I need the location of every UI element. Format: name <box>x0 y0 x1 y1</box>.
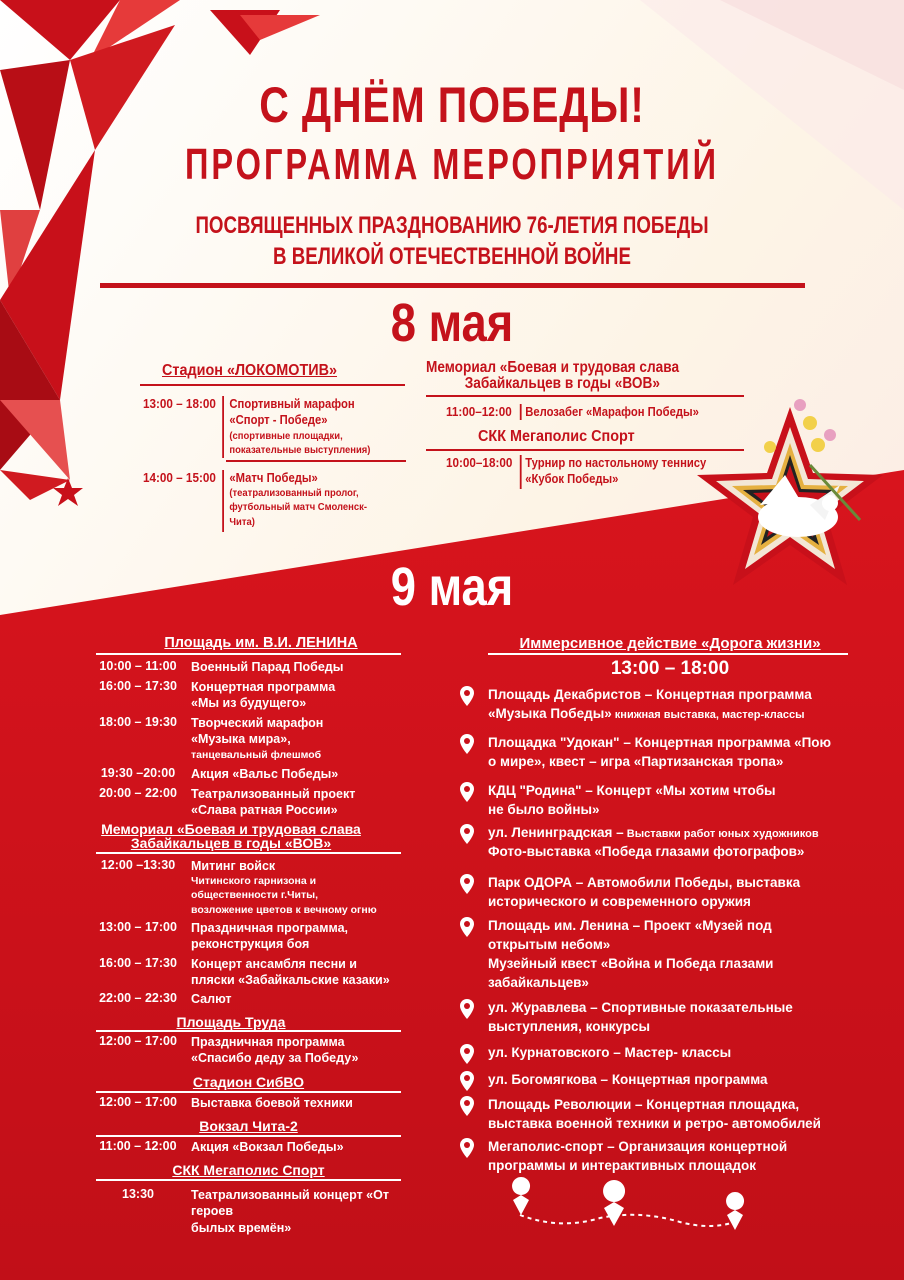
date-may-8: 8 мая <box>390 293 514 353</box>
map-pin-icon <box>460 999 474 1019</box>
event-time: 22:00 – 22:30 <box>99 991 177 1005</box>
map-pin-icon <box>460 1044 474 1064</box>
dedication-line-1: ПОСВЯЩЕННЫХ ПРАЗДНОВАНИЮ 76-ЛЕТИЯ ПОБЕДЫ <box>195 212 709 239</box>
event-title: Акция «Вокзал Победы» <box>191 1140 344 1154</box>
event-time: 12:00 – 17:00 <box>99 1034 177 1048</box>
route-text: «Музыка Победы» <box>488 705 612 721</box>
event-bike-race <box>446 404 716 420</box>
dedication-line-2: В ВЕЛИКОЙ ОТЕЧЕСТВЕННОЙ ВОЙНЕ <box>273 243 631 270</box>
event-title: реконструкция боя <box>191 937 310 952</box>
event-title: Турнир по настольному теннису <box>525 456 707 470</box>
venue-lenin-square: Площадь им. В.И. ЛЕНИНА <box>164 635 358 651</box>
venue-name-line: Забайкальцев в годы «ВОВ» <box>464 375 660 393</box>
venue-name-line: Мемориал «Боевая и трудовая слава <box>426 359 680 376</box>
route-text: выставка военной техники и ретро- автомобилей <box>488 1115 821 1131</box>
event-time: 16:00 – 17:30 <box>99 679 177 693</box>
event-title: былых времён» <box>191 1220 292 1235</box>
venue-divider <box>96 1030 401 1032</box>
date-may-9: 9 мая <box>390 557 514 617</box>
route-text: забайкальцев» <box>488 974 589 990</box>
map-pin-icon <box>460 824 474 844</box>
route-text: Мегаполис-спорт – Организация концертной <box>488 1139 788 1154</box>
event-time: 12:00 –13:30 <box>100 858 176 872</box>
venue-chita2-station: Вокзал Чита-2 <box>199 1118 298 1134</box>
map-pin-icon <box>460 917 474 937</box>
venue-divider <box>426 395 744 397</box>
event-title: «Спасибо деду за Победу» <box>191 1051 359 1066</box>
venue-divider <box>96 1179 401 1181</box>
event-bar <box>222 470 224 532</box>
event-note: танцевальный флешмоб <box>191 748 322 761</box>
event-time: 14:00 – 15:00 <box>143 470 216 485</box>
route-text: КДЦ "Родина" – Концерт «Мы хотим чтобы <box>488 783 776 798</box>
event-time: 10:00–18:00 <box>446 455 513 470</box>
event-title: Военный Парад Победы <box>191 660 344 674</box>
venue-labor-square: Площадь Труда <box>176 1014 286 1030</box>
route-text: Площадь Декабристов – Концертная программа <box>488 687 812 702</box>
event-title: Творческий марафон <box>191 716 324 730</box>
event-bar <box>520 404 522 420</box>
event-note: Чита) <box>229 515 255 528</box>
immersive-time: 13:00 – 18:00 <box>610 658 730 679</box>
event-time: 11:00–12:00 <box>446 404 512 419</box>
route-text: Площадка "Удокан" – Концертная программа «Пою <box>488 735 832 750</box>
venue-name-line: Забайкальцев в годы «ВОВ» <box>130 835 332 851</box>
event-title: «Матч Победы» <box>229 471 318 485</box>
event-note: общественности г.Читы, <box>191 889 319 902</box>
event-note: показательные выступления) <box>229 443 371 456</box>
event-note: (спортивные площадки, <box>229 429 343 442</box>
event-title: Митинг войск <box>191 859 276 873</box>
event-title: Салют <box>191 992 232 1006</box>
route-text: о мире», квест – игра «Партизанская тропа» <box>488 753 784 769</box>
route-note: книжная выставка, мастер-классы <box>611 708 805 721</box>
event-title: Театрализованный проект <box>191 787 356 801</box>
event-note: футбольный матч Смоленск- <box>229 501 368 514</box>
event-note: возложение цветов к вечному огню <box>191 903 377 916</box>
venue-name-line: Мемориал «Боевая и трудовая слава <box>101 821 361 837</box>
event-time: 10:00 – 11:00 <box>99 659 177 673</box>
venue-memorial-may9 <box>96 822 366 850</box>
event-title: Театрализованный концерт «От героев <box>191 1188 389 1219</box>
event-bar <box>222 396 224 458</box>
event-title: «Мы из будущего» <box>191 696 307 711</box>
event-time: 18:00 – 19:30 <box>99 715 177 729</box>
route-text: Парк ОДОРА – Автомобили Победы, выставка <box>488 875 801 890</box>
event-time: 20:00 – 22:00 <box>99 786 177 800</box>
event-match-victory <box>143 470 386 532</box>
route-text: Площадь им. Ленина – Проект «Музей под <box>488 918 772 933</box>
map-pin-icon <box>460 686 474 706</box>
route-text: Фото-выставка «Победа глазами фотографов» <box>488 843 805 859</box>
program-title: ПРОГРАММА МЕРОПРИЯТИЙ <box>185 140 719 189</box>
venue-memorial-may8 <box>426 360 679 393</box>
event-time: 12:00 – 17:00 <box>99 1095 177 1109</box>
venue-divider <box>426 449 744 451</box>
event-title: Концерт ансамбля песни и <box>191 957 357 971</box>
route-text: выступления, конкурсы <box>488 1018 651 1034</box>
immersive-title: Иммерсивное действие «Дорога жизни» <box>519 635 821 652</box>
event-title: Выставка боевой техники <box>191 1096 353 1110</box>
event-time: 11:00 – 12:00 <box>99 1139 177 1153</box>
header-divider <box>100 283 805 288</box>
event-note: (театрализованный пролог, <box>229 487 359 500</box>
route-text: Площадь Революции – Концертная площадка, <box>488 1097 800 1112</box>
route-note: Выставки работ юных художников <box>623 828 819 840</box>
venue-divider <box>96 852 401 854</box>
route-text: исторического и современного оружия <box>488 893 751 909</box>
venue-divider <box>96 1135 401 1137</box>
event-time: 19:30 –20:00 <box>100 766 176 780</box>
event-title: «Спорт - Победе» <box>229 413 328 428</box>
route-text: открытым небом» <box>488 936 611 952</box>
event-title: Концертная программа <box>191 680 336 694</box>
event-title: «Слава ратная России» <box>191 803 338 818</box>
event-time: 13:00 – 18:00 <box>143 396 216 411</box>
venue-sibvo-stadium: Стадион СибВО <box>192 1074 305 1090</box>
map-pin-icon <box>460 874 474 894</box>
route-text: ул. Журавлева – Спортивные показательные <box>488 1000 793 1015</box>
event-title: Акция «Вальс Победы» <box>191 767 339 781</box>
event-bar <box>520 455 522 489</box>
route-text: ул. Ленинградская – <box>488 825 624 840</box>
venue-divider <box>96 653 401 655</box>
map-pin-icon <box>460 1071 474 1091</box>
route-text: ул. Курнатовского – Мастер- классы <box>488 1045 732 1060</box>
event-title: Праздничная программа <box>191 1035 345 1049</box>
event-time: 13:30 <box>122 1187 154 1201</box>
event-divider <box>226 460 406 462</box>
event-title: пляски «Забайкальские казаки» <box>191 973 390 988</box>
event-title: Велозабег «Марафон Победы» <box>525 405 699 419</box>
route-text: программы и интерактивных площадок <box>488 1157 756 1173</box>
page-title: С ДНЁМ ПОБЕДЫ! <box>259 77 645 133</box>
map-pin-icon <box>460 782 474 802</box>
event-title: Спортивный марафон <box>229 397 355 411</box>
event-title: «Кубок Победы» <box>525 472 619 487</box>
route-text: не было войны» <box>488 801 600 817</box>
venue-divider <box>96 1091 401 1093</box>
map-pin-icon <box>460 734 474 754</box>
event-table-tennis <box>446 455 734 489</box>
event-sport-marathon <box>143 396 386 458</box>
event-title: Праздничная программа, <box>191 921 349 935</box>
route-text: Музейный квест «Война и Победа глазами <box>488 955 774 971</box>
venue-megapolis-may9: СКК Мегаполис Спорт <box>172 1162 325 1178</box>
event-note: Читинского гарнизона и <box>191 875 317 888</box>
map-pin-icon <box>460 1138 474 1158</box>
event-time: 16:00 – 17:30 <box>99 956 177 970</box>
immersive-divider <box>488 653 848 655</box>
map-pin-icon <box>460 1096 474 1116</box>
route-text: ул. Богомягкова – Концертная программа <box>488 1072 768 1087</box>
event-time: 13:00 – 17:00 <box>99 920 177 934</box>
venue-megapolis-may8: СКК Мегаполис Спорт <box>478 428 635 445</box>
event-title: «Музыка мира», <box>191 732 291 747</box>
venue-lokomotiv: Стадион «ЛОКОМОТИВ» <box>162 362 338 379</box>
venue-divider <box>140 384 405 386</box>
